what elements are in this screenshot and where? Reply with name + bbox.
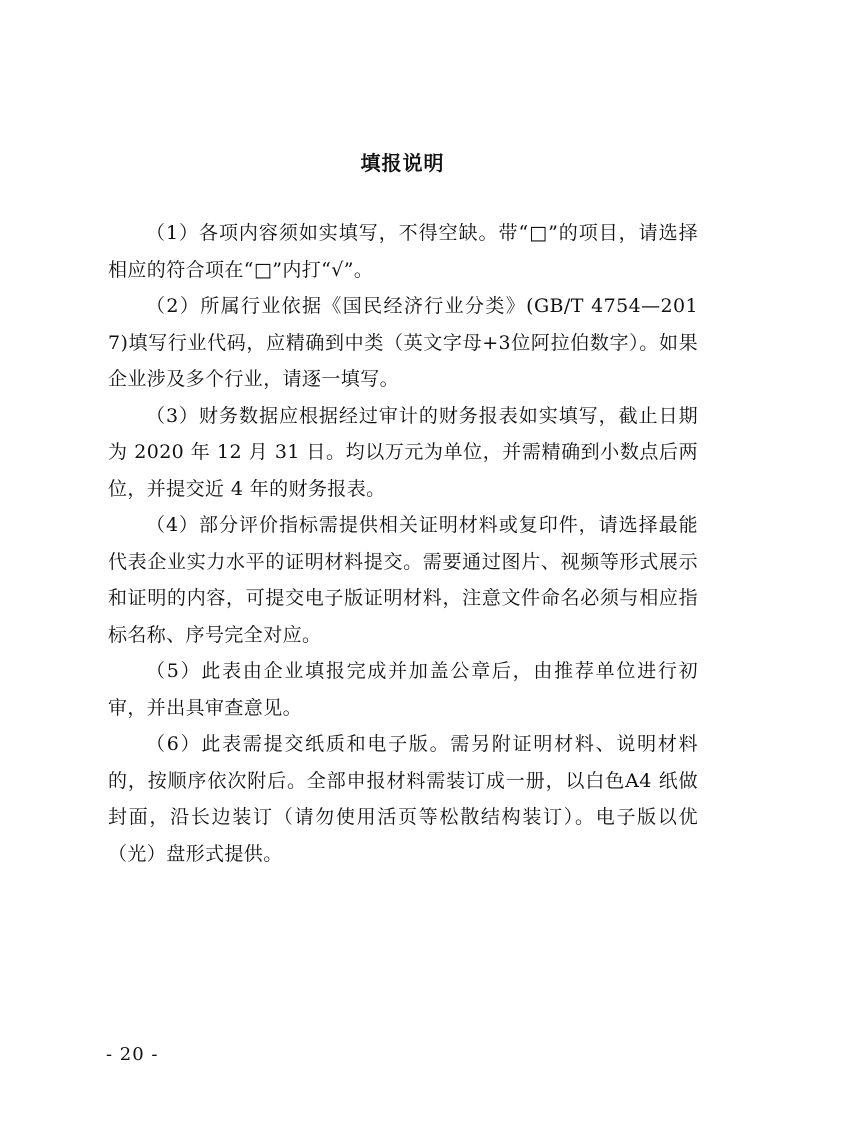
instruction-paragraph-2: （2）所属行业依据《国民经济行业分类》(GB/T 4754—2017)填写行业代码，应精确到中类（英文字母+3位阿拉伯数字）。如果企业涉及多个行业，请逐一填写。 [108,295,698,390]
page-title: 填报说明 [360,151,445,175]
instruction-paragraph-6: （6）此表需提交纸质和电子版。需另附证明材料、说明材料的，按顺序依次附后。全部申报材料需装订成一册，以白色A4 纸做封面，沿长边装订（请勿使用活页等松散结构装订）。电子版以优（光）盘形式提供。 [108,733,698,865]
instruction-paragraph-1: （1）各项内容须如实填写，不得空缺。带“□”的项目，请选择相应的符合项在“□”内打“√”。 [108,222,698,281]
instruction-paragraph-5: （5）此表由企业填报完成并加盖公章后，由推荐单位进行初审，并出具审查意见。 [108,660,698,719]
instruction-paragraph-4: （4）部分评价指标需提供相关证明材料或复印件，请选择最能代表企业实力水平的证明材料提交。需要通过图片、视频等形式展示和证明的内容，可提交电子版证明材料，注意文件命名必须与相应指标名称、序号完全对应。 [108,514,698,646]
instructions-body [108,215,698,872]
instruction-paragraph-3: （3）财务数据应根据经过审计的财务报表如实填写，截止日期为 2020 年 12 月 31 日。均以万元为单位，并需精确到小数点后两位，并提交近 4 年的财务报表。 [108,404,698,500]
page-number: - 20 - [106,1044,159,1065]
